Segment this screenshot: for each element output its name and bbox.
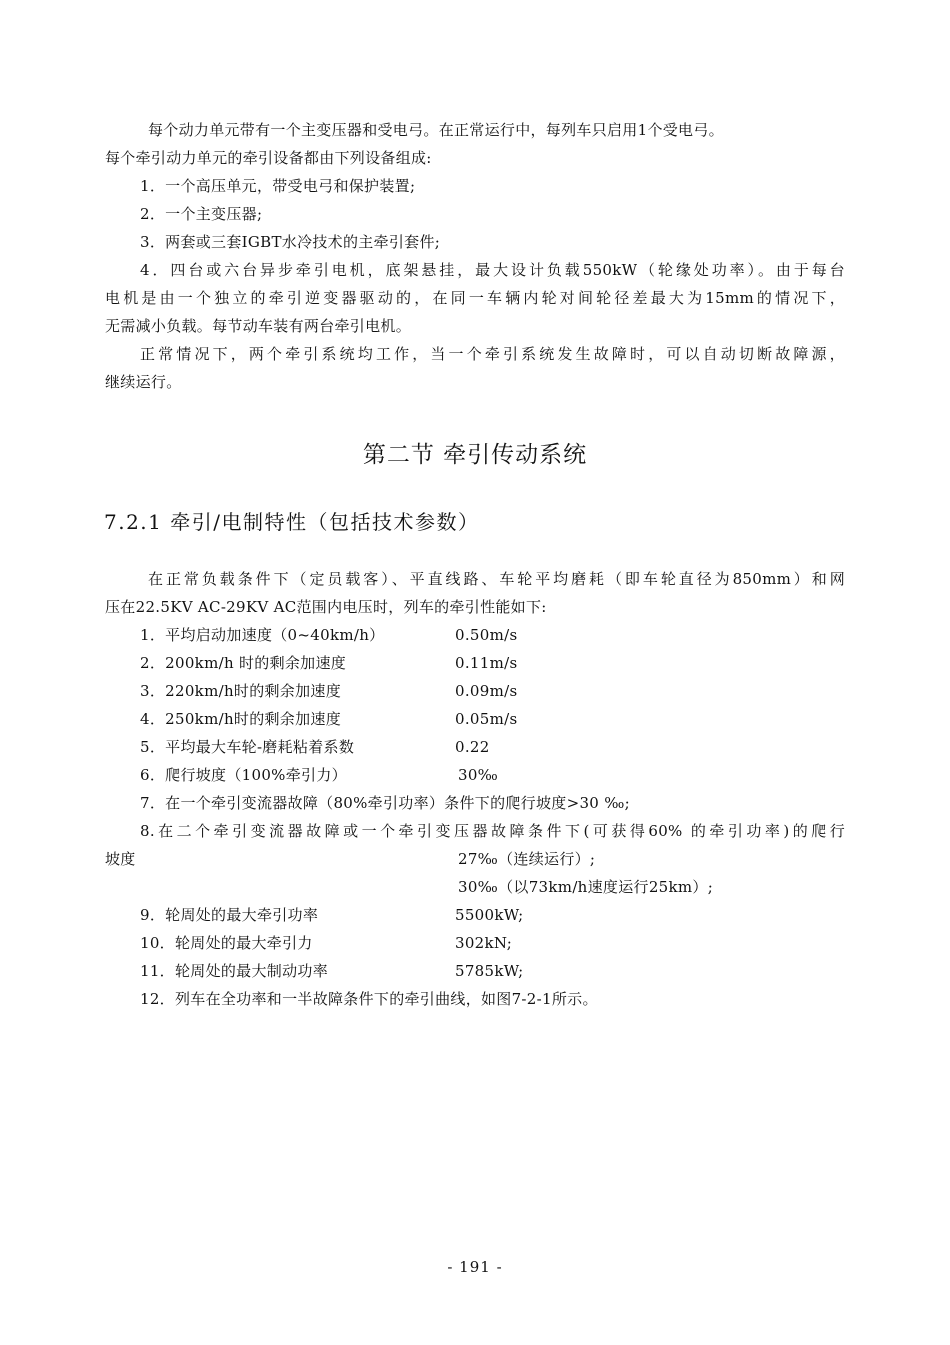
equipment-item-4-line-3: 无需减小负载。每节动车装有两台牵引电机。 [105,317,412,335]
spec-label: 5．平均最大车轮-磨耗粘着系数 [140,738,355,756]
section-title: 第二节 牵引传动系统 [362,442,588,468]
traction-intro-line-1: 在正常负载条件下（定员载客）、平直线路、车轮平均磨耗（即车轮直径为850mm）和网 [148,570,845,588]
spec-label: 6．爬行坡度（100%牵引力） [140,766,347,784]
equipment-item-4-line-2: 电机是由一个独立的牵引逆变器驱动的，在同一车辆内轮对间轮径差最大为15mm的情况下， [105,289,845,307]
spec-value: 0.09m/s [455,682,518,700]
spec-label: 2．200km/h 时的剩余加速度 [140,654,347,672]
equipment-item-2: 2．一个主变压器; [140,205,263,223]
intro-paragraph-1-line-1: 每个动力单元带有一个主变压器和受电弓。在正常运行中，每列车只启用1个受电弓。 [148,121,724,139]
spec-value: 0.22 [455,738,490,756]
spec-label: 10．轮周处的最大牵引力 [140,934,313,952]
intro-paragraph-1-line-2: 每个牵引动力单元的牵引设备都由下列设备组成: [105,149,432,167]
spec-value: 0.50m/s [455,626,518,644]
spec-item-7: 7．在一个牵引变流器故障（80%牵引功率）条件下的爬行坡度>30 ‰; [140,794,630,812]
spec-value: 0.05m/s [455,710,518,728]
page-number: - 191 - [447,1258,503,1276]
spec-label: 3．220km/h时的剩余加速度 [140,682,342,700]
subsection-title: 7.2.1 牵引/电制特性（包括技术参数） [104,510,480,534]
traction-intro-line-2: 压在22.5KV AC-29KV AC范围内电压时，列车的牵引性能如下: [105,598,547,616]
spec-value: 0.11m/s [455,654,518,672]
spec-label: 9．轮周处的最大牵引功率 [140,906,319,924]
normal-operation-line-1: 正常情况下，两个牵引系统均工作，当一个牵引系统发生故障时，可以自动切断故障源， [140,345,845,363]
spec-item-8-line-1: 8.在二个牵引变流器故障或一个牵引变压器故障条件下(可获得60% 的牵引功率)的爬行 [140,822,845,840]
equipment-item-4-line-1: 4．四台或六台异步牵引电机，底架悬挂，最大设计负载550kW（轮缘处功率）。由于每台 [140,261,845,279]
spec-value: 5500kW; [455,906,524,924]
spec-value: 302kN; [455,934,513,952]
spec-value: 30‰ [458,766,499,784]
spec-item-8-value-2: 30‰（以73km/h速度运行25km）; [458,878,714,896]
spec-item-12: 12．列车在全功率和一半故障条件下的牵引曲线，如图7-2-1所示。 [140,990,598,1008]
normal-operation-line-2: 继续运行。 [105,373,182,391]
spec-item-8-line-2: 坡度 [105,850,136,868]
spec-label: 4．250km/h时的剩余加速度 [140,710,342,728]
equipment-item-1: 1．一个高压单元，带受电弓和保护装置; [140,177,416,195]
spec-item-8-value-1: 27‰（连续运行）; [458,850,596,868]
equipment-item-3: 3．两套或三套IGBT水冷技术的主牵引套件; [140,233,441,251]
spec-value: 5785kW; [455,962,524,980]
spec-label: 1．平均启动加速度（0~40km/h） [140,626,385,644]
spec-label: 11．轮周处的最大制动功率 [140,962,328,980]
